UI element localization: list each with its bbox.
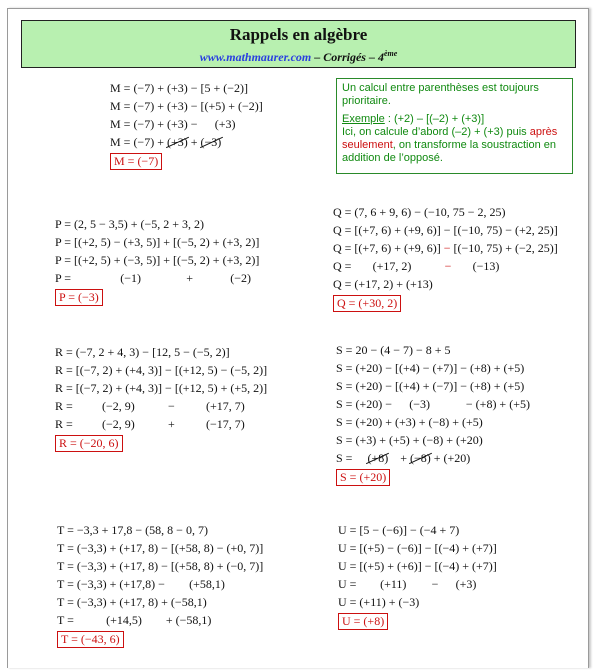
calc-line: P = (−1) + (−2) <box>55 271 251 285</box>
result-box: R = (−20, 6) <box>55 435 123 452</box>
calc-line: T = (−3,3) + (+17, 8) − [(+58, 8) − (+0, 7)] <box>57 541 264 555</box>
calc-line: Q = (+17, 2) − (−13) <box>333 259 500 273</box>
calc-line: R = [(−7, 2) + (+4, 3)] − [(+12, 5) + (+5, 2)] <box>55 381 268 395</box>
calc-block-s <box>336 341 530 485</box>
calc-line: U = [(+5) − (−6)] − [(−4) + (+7)] <box>338 541 497 555</box>
calc-line: M = (−7) + (+3) − [5 + (−2)] <box>110 81 249 95</box>
calc-line: T = −3,3 + 17,8 − (58, 8 − 0, 7) <box>57 523 208 537</box>
site-link[interactable]: www.mathmaurer.com <box>199 50 312 64</box>
note-body: Ici, on calcule d’abord (–2) + (+3) puis après seulement, on transforme la soustraction en addition de l’opposé. <box>342 126 558 164</box>
calc-block-u <box>338 521 497 629</box>
calc-line: U = (+11) − (+3) <box>338 577 477 591</box>
result-box: U = (+8) <box>338 613 388 630</box>
subtitle-text: – Corrigés – 4 <box>314 50 384 64</box>
calc-line: S = (+3) + (+5) + (−8) + (+20) <box>336 433 483 447</box>
calc-block-p <box>55 215 259 305</box>
calc-line: R = (−7, 2 + 4, 3) − [12, 5 − (−5, 2)] <box>55 345 230 359</box>
calc-line: M = (−7) + (+3) − (+3) <box>110 117 236 131</box>
calc-line: S = (+20) − [(+4) + (−7)] − (+8) + (+5) <box>336 379 525 393</box>
calc-line: M = (−7) + (+3) − [(+5) + (−2)] <box>110 99 263 113</box>
calc-line: R = [(−7, 2) + (+4, 3)] − [(+12, 5) − (−5, 2)] <box>55 363 268 377</box>
calc-line: P = [(+2, 5) − (+3, 5)] + [(−5, 2) + (+3, 2)] <box>55 235 260 249</box>
calc-line: S = 20 − (4 − 7) − 8 + 5 <box>336 343 451 357</box>
grade-sup: ème <box>383 49 398 58</box>
calc-line: P = (2, 5 − 3,5) + (−5, 2 + 3, 2) <box>55 217 205 231</box>
page-header <box>21 20 576 68</box>
calc-line: T = (+14,5) + (−58,1) <box>57 613 212 627</box>
calc-line: Q = (+17, 2) + (+13) <box>333 277 433 291</box>
calc-block-r <box>55 343 267 451</box>
calc-line: Q = [(+7, 6) + (+9, 6)] − [(−10, 75) − (+2, 25)] <box>333 223 558 237</box>
rule-note <box>336 78 573 174</box>
result-box: Q = (+30, 2) <box>333 295 401 312</box>
cancelled-term: (+8) <box>367 451 389 465</box>
calc-line: S = (+20) − (−3) − (+8) + (+5) <box>336 397 530 411</box>
calc-line: Q = [(+7, 6) + (+9, 6)] − [(−10, 75) + (−2, 25)] <box>333 241 558 255</box>
calc-line: U = [(+5) + (+6)] − [(−4) + (+7)] <box>338 559 497 573</box>
calc-block-t <box>57 521 263 647</box>
result-box: T = (−43, 6) <box>57 631 124 648</box>
note-example: Exemple : (+2) – [(–2) + (+3)] <box>342 113 485 125</box>
calc-line: S = (+8) + (−8) + (+20) <box>336 451 471 465</box>
cancelled-term: (−3) <box>200 135 222 149</box>
calc-line: M = (−7) + (+3) + (−3) <box>110 135 222 149</box>
cancelled-term: (+3) <box>166 135 188 149</box>
calc-line: T = (−3,3) + (+17,8) − (+58,1) <box>57 577 225 591</box>
calc-line: S = (+20) − [(+4) − (+7)] − (+8) + (+5) <box>336 361 525 375</box>
calc-line: U = [5 − (−6)] − (−4 + 7) <box>338 523 460 537</box>
note-rule: Un calcul entre parenthèses est toujours prioritaire. <box>342 82 539 107</box>
calc-line: T = (−3,3) + (+17, 8) − [(+58, 8) + (−0, 7)] <box>57 559 264 573</box>
calc-line: S = (+20) + (+3) + (−8) + (+5) <box>336 415 483 429</box>
result-box: S = (+20) <box>336 469 390 486</box>
result-box: M = (−7) <box>110 153 162 170</box>
calc-line: U = (+11) + (−3) <box>338 595 420 609</box>
calc-block-m <box>110 79 263 169</box>
calc-line: R = (−2, 9) − (+17, 7) <box>55 399 245 413</box>
page-title: Rappels en algèbre <box>229 25 368 44</box>
page-subtitle <box>22 46 575 65</box>
calc-line: P = [(+2, 5) + (−3, 5)] + [(−5, 2) + (+3, 2)] <box>55 253 260 267</box>
calc-block-q <box>333 203 558 311</box>
calc-line: Q = (7, 6 + 9, 6) − (−10, 75 − 2, 25) <box>333 205 506 219</box>
result-box: P = (−3) <box>55 289 103 306</box>
cancelled-term: (−8) <box>410 451 431 465</box>
calc-line: T = (−3,3) + (+17, 8) + (−58,1) <box>57 595 207 609</box>
calc-line: R = (−2, 9) + (−17, 7) <box>55 417 245 431</box>
